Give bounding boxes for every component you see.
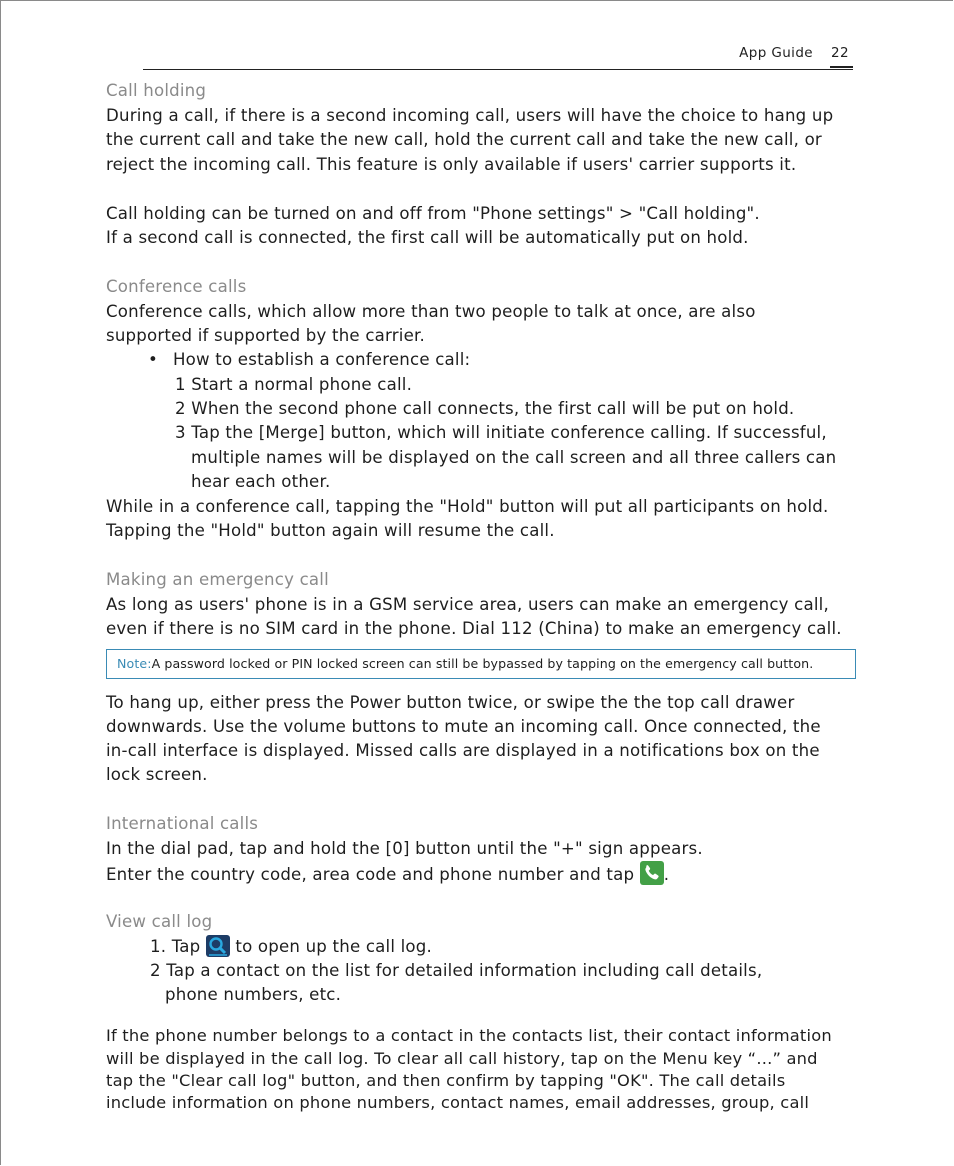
paragraph-line: include information on phone numbers, contact names, email addresses, group, call (106, 1093, 810, 1112)
section-heading-conference: Conference calls (106, 277, 247, 296)
page-header (739, 45, 849, 61)
note-box (106, 649, 856, 679)
paragraph-end: . (663, 865, 670, 884)
paragraph-line: To hang up, either press the Power button twice, or swipe the the top call drawer (106, 693, 795, 712)
paragraph-line: As long as users' phone is in a GSM service area, users can make an emergency call, (106, 595, 829, 614)
paragraph-text: Enter the country code, area code and phone number and tap (106, 865, 635, 884)
step-item-cont: phone numbers, etc. (165, 985, 342, 1004)
step-item-cont: hear each other. (191, 472, 331, 491)
step-text: 1. Tap (150, 937, 201, 956)
paragraph-line: Conference calls, which allow more than two people to talk at once, are also (106, 302, 756, 321)
paragraph-line: in-call interface is displayed. Missed calls are displayed in a notifications box on the (106, 741, 820, 760)
paragraph-line: While in a conference call, tapping the "Hold" button will put all participants on hold. (106, 497, 829, 516)
page-number: 22 (831, 45, 849, 61)
paragraph-line: In the dial pad, tap and hold the [0] button until the "+" sign appears. (106, 839, 703, 858)
note-text: A password locked or PIN locked screen can still be bypassed by tapping on the emergency call button. (151, 656, 814, 671)
paragraph-line: will be displayed in the call log. To clear all call history, tap on the Menu key “...” and (106, 1049, 818, 1068)
step-text: to open up the call log. (235, 937, 432, 956)
header-section: App Guide (739, 45, 814, 61)
phone-icon (640, 861, 664, 885)
step-item: 1 Start a normal phone call. (175, 375, 413, 394)
paragraph-line-with-icon (106, 861, 669, 888)
paragraph-line: supported if supported by the carrier. (106, 326, 425, 345)
header-rule (143, 69, 853, 70)
bullet-item: How to establish a conference call: (173, 350, 471, 369)
paragraph-line: If a second call is connected, the first call will be automatically put on hold. (106, 228, 749, 247)
section-heading-international: International calls (106, 814, 259, 833)
step-item: 3 Tap the [Merge] button, which will initiate conference calling. If successful, (175, 423, 827, 442)
paragraph-line: tap the "Clear call log" button, and then confirm by tapping "OK". The call details (106, 1071, 786, 1090)
paragraph-line: reject the incoming call. This feature is only available if users' carrier supports it. (106, 155, 797, 174)
step-item-with-icon (150, 935, 432, 960)
paragraph-line: Tapping the "Hold" button again will resume the call. (106, 521, 555, 540)
step-item: 2 Tap a contact on the list for detailed information including call details, (150, 961, 763, 980)
step-item-cont: multiple names will be displayed on the call screen and all three callers can (191, 448, 837, 467)
section-heading-call-holding: Call holding (106, 81, 207, 100)
note-label: Note: (117, 656, 152, 671)
paragraph-line: Call holding can be turned on and off from "Phone settings" > "Call holding". (106, 204, 760, 223)
step-item: 2 When the second phone call connects, the first call will be put on hold. (175, 399, 795, 418)
paragraph-line: If the phone number belongs to a contact in the contacts list, their contact information (106, 1026, 832, 1045)
paragraph-line: the current call and take the new call, hold the current call and take the new call, or (106, 130, 822, 149)
header-rule-accent (830, 66, 853, 68)
paragraph-line: even if there is no SIM card in the phone. Dial 112 (China) to make an emergency call. (106, 619, 842, 638)
section-heading-call-log: View call log (106, 912, 213, 931)
section-heading-emergency: Making an emergency call (106, 570, 329, 589)
paragraph-line: downwards. Use the volume buttons to mute an incoming call. Once connected, the (106, 717, 821, 736)
bullet-dot: • (148, 350, 158, 369)
paragraph-line: During a call, if there is a second incoming call, users will have the choice to hang up (106, 106, 834, 125)
search-icon (206, 935, 230, 957)
paragraph-line: lock screen. (106, 765, 208, 784)
